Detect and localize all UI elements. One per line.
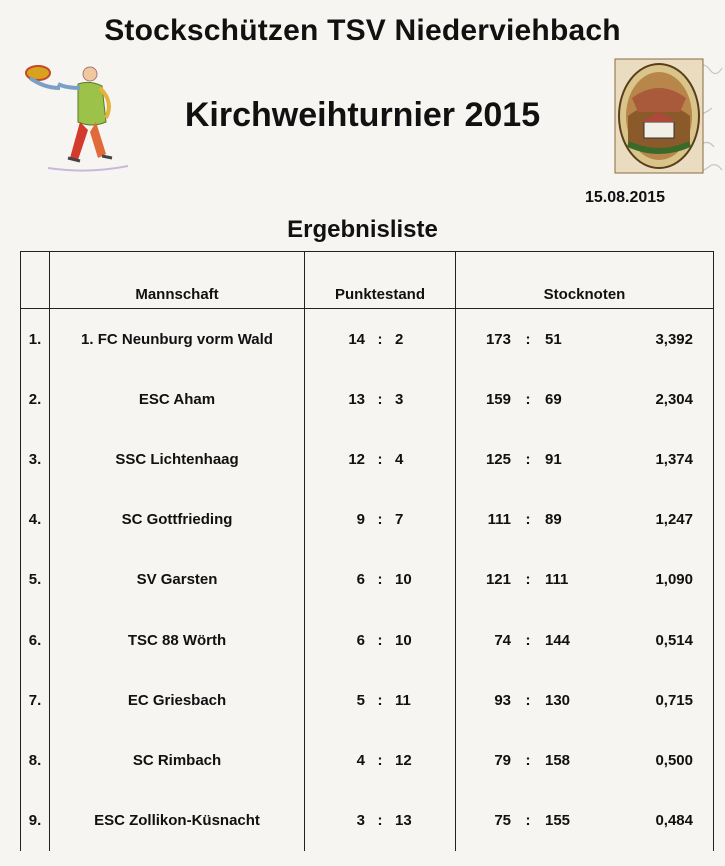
points-against: 10 [395, 631, 412, 649]
table-row [21, 550, 714, 610]
team-name-cell: SC Rimbach [50, 731, 305, 791]
team-name-cell: SC Gottfrieding [50, 490, 305, 550]
stock-quotient: 1,247 [655, 511, 693, 529]
stock-quotient: 1,090 [655, 571, 693, 589]
results-table [20, 251, 714, 851]
points-cell [305, 309, 456, 370]
stock-separator: : [525, 752, 531, 770]
table-row [21, 369, 714, 429]
stock-separator: : [525, 330, 531, 348]
team-name-cell: EC Griesbach [50, 670, 305, 730]
stock-against: 144 [545, 631, 571, 649]
rank-cell: 9. [21, 791, 50, 851]
table-row [21, 490, 714, 550]
points-separator: : [377, 451, 383, 469]
header-spacer [50, 252, 305, 281]
stock-for: 159 [485, 390, 511, 408]
points-cell [305, 610, 456, 670]
team-name-cell: SV Garsten [50, 550, 305, 610]
points-separator: : [377, 691, 383, 709]
column-header-points: Punktestand [305, 280, 456, 309]
team-name-cell: 1. FC Neunburg vorm Wald [50, 309, 305, 370]
points-separator: : [377, 812, 383, 830]
stock-scores-cell [456, 610, 714, 670]
column-header-stock-scores: Stocknoten [456, 280, 714, 309]
points-for: 9 [356, 511, 365, 529]
points-separator: : [377, 752, 383, 770]
points-cell [305, 490, 456, 550]
points-against: 12 [395, 752, 412, 770]
stock-scores-cell [456, 309, 714, 370]
points-separator: : [377, 330, 383, 348]
points-against: 4 [395, 451, 404, 469]
stock-scores-cell [456, 731, 714, 791]
points-cell [305, 429, 456, 489]
stock-for: 121 [485, 571, 511, 589]
points-for: 5 [356, 691, 365, 709]
points-cell [305, 670, 456, 730]
stock-for: 75 [494, 812, 511, 830]
points-cell [305, 550, 456, 610]
points-against: 7 [395, 511, 404, 529]
stock-separator: : [525, 571, 531, 589]
table-row [21, 429, 714, 489]
header-spacer [456, 252, 714, 281]
stock-separator: : [525, 390, 531, 408]
team-name-cell: ESC Aham [50, 369, 305, 429]
points-for: 13 [348, 390, 365, 408]
team-name-cell: ESC Zollikon-Küsnacht [50, 791, 305, 851]
stock-against: 111 [545, 571, 569, 589]
stock-quotient: 0,715 [655, 691, 693, 709]
points-separator: : [377, 571, 383, 589]
stock-against: 51 [545, 330, 562, 348]
points-for: 3 [356, 812, 365, 830]
stock-scores-cell [456, 791, 714, 851]
points-separator: : [377, 511, 383, 529]
points-for: 6 [356, 571, 365, 589]
stock-against: 130 [545, 691, 571, 709]
table-row [21, 791, 714, 851]
points-for: 14 [348, 330, 365, 348]
points-cell [305, 369, 456, 429]
stock-quotient: 0,500 [655, 752, 693, 770]
stock-scores-cell [456, 670, 714, 730]
points-against: 11 [395, 691, 411, 709]
stock-scores-cell [456, 369, 714, 429]
team-name-cell: SSC Lichtenhaag [50, 429, 305, 489]
rank-cell: 2. [21, 369, 50, 429]
stock-for: 74 [494, 631, 511, 649]
stock-separator: : [525, 451, 531, 469]
rank-cell: 8. [21, 731, 50, 791]
rank-cell: 1. [21, 309, 50, 370]
rank-cell: 3. [21, 429, 50, 489]
stock-against: 69 [545, 390, 562, 408]
stock-separator: : [525, 812, 531, 830]
points-for: 4 [356, 752, 365, 770]
stock-separator: : [525, 511, 531, 529]
points-cell [305, 791, 456, 851]
event-title: Kirchweihturnier 2015 [184, 96, 541, 134]
stock-separator: : [525, 691, 531, 709]
column-header-rank [21, 280, 50, 309]
stock-against: 158 [545, 752, 571, 770]
header-spacer [21, 252, 50, 281]
stock-quotient: 2,304 [655, 390, 693, 408]
header-spacer [305, 252, 456, 281]
points-separator: : [377, 631, 383, 649]
rank-cell: 7. [21, 670, 50, 730]
points-against: 2 [395, 330, 404, 348]
stock-scores-cell [456, 550, 714, 610]
stock-for: 111 [487, 511, 511, 529]
points-against: 3 [395, 390, 404, 408]
event-date: 15.08.2015 [585, 189, 666, 206]
stock-for: 173 [485, 330, 511, 348]
rank-cell: 5. [21, 550, 50, 610]
stock-scores-cell [456, 429, 714, 489]
club-title: Stockschützen TSV Niederviehbach [104, 14, 621, 47]
points-for: 12 [348, 451, 365, 469]
stock-for: 79 [494, 752, 511, 770]
points-cell [305, 731, 456, 791]
table-row [21, 610, 714, 670]
rank-cell: 4. [21, 490, 50, 550]
stock-for: 93 [494, 691, 511, 709]
stock-quotient: 3,392 [655, 330, 693, 348]
team-name-cell: TSC 88 Wörth [50, 610, 305, 670]
column-header-team: Mannschaft [50, 280, 305, 309]
stock-against: 89 [545, 511, 562, 529]
points-for: 6 [356, 631, 365, 649]
stock-quotient: 1,374 [655, 451, 693, 469]
stock-against: 91 [545, 451, 562, 469]
table-row [21, 309, 714, 370]
stock-for: 125 [485, 451, 511, 469]
stock-against: 155 [545, 812, 571, 830]
points-against: 13 [395, 812, 412, 830]
points-against: 10 [395, 571, 412, 589]
points-separator: : [377, 390, 383, 408]
rank-cell: 6. [21, 610, 50, 670]
table-row [21, 670, 714, 730]
results-list-title: Ergebnisliste [287, 216, 438, 243]
stock-separator: : [525, 631, 531, 649]
stock-scores-cell [456, 490, 714, 550]
table-row [21, 731, 714, 791]
stock-quotient: 0,484 [655, 812, 693, 830]
stock-quotient: 0,514 [655, 631, 693, 649]
